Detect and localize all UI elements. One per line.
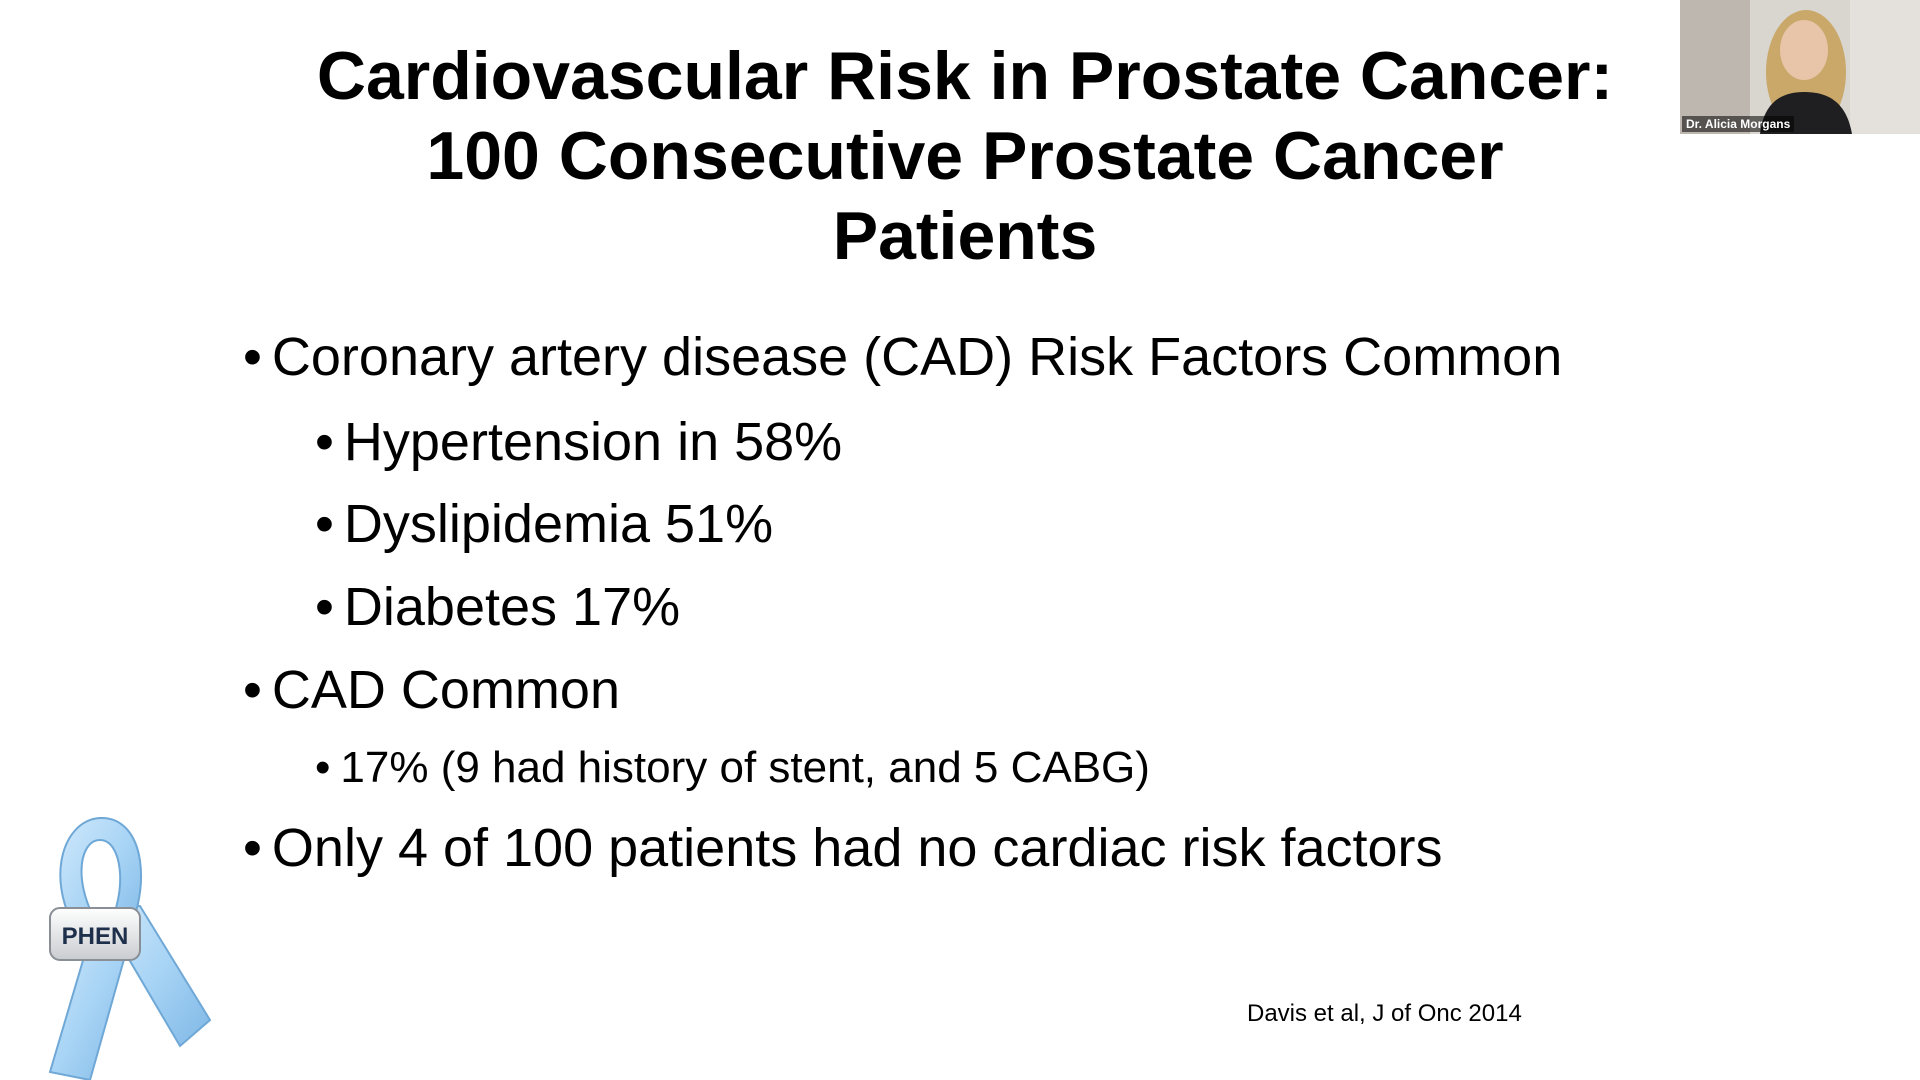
bullet-text: Only 4 of 100 patients had no cardiac risk factors xyxy=(271,818,1443,878)
bullet-stent-cabg xyxy=(315,743,1150,792)
bullet-dyslipidemia xyxy=(315,494,774,554)
title-line-2: 100 Consecutive Prostate Cancer xyxy=(426,118,1504,194)
phen-logo-text: PHEN xyxy=(61,923,129,950)
bullet-cad-risk-factors xyxy=(243,327,1563,387)
participant-video-frame xyxy=(1680,0,1920,134)
bullet-text: 17% (9 had history of stent, and 5 CABG) xyxy=(340,743,1150,792)
title-line-3: Patients xyxy=(832,198,1098,274)
bullet-no-risk-factors xyxy=(243,818,1443,878)
bullet-dot: • xyxy=(315,577,334,637)
bullet-text: CAD Common xyxy=(271,660,620,720)
participant-video-tile[interactable] xyxy=(1680,0,1920,134)
bullet-dot: • xyxy=(243,660,262,720)
bullet-text: Coronary artery disease (CAD) Risk Factors Common xyxy=(271,327,1563,387)
bullet-diabetes xyxy=(315,577,681,637)
phen-ribbon-logo xyxy=(30,810,220,1080)
title-line-1: Cardiovascular Risk in Prostate Cancer: xyxy=(316,38,1614,114)
bullet-dot: • xyxy=(243,818,262,878)
participant-name-label: Dr. Alicia Morgans xyxy=(1682,116,1794,132)
bullet-dot: • xyxy=(315,412,334,472)
bullet-text: Dyslipidemia 51% xyxy=(343,494,774,554)
bullet-text: Diabetes 17% xyxy=(343,577,681,637)
bullet-dot: • xyxy=(243,327,262,387)
slide-title xyxy=(240,36,1690,276)
bullet-cad-common xyxy=(243,660,620,720)
bullet-text: Hypertension in 58% xyxy=(343,412,843,472)
bullet-dot: • xyxy=(315,494,334,554)
bullet-dot: • xyxy=(315,743,331,792)
bullet-hypertension xyxy=(315,412,843,472)
citation: Davis et al, J of Onc 2014 xyxy=(1247,1000,1522,1027)
